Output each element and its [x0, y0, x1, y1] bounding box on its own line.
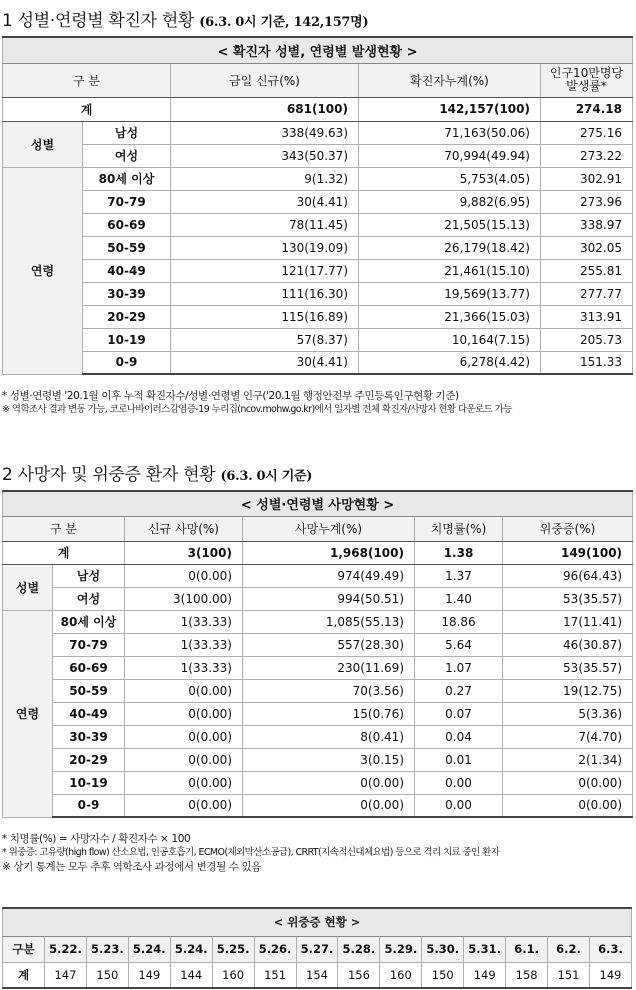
total-cumulative-deaths: 1,968(100): [243, 541, 415, 564]
date-header: 5.27.: [296, 936, 338, 962]
total-fatality: 1.38: [415, 541, 503, 564]
column-header: 사망누계(%): [243, 516, 415, 541]
fatality-cell: 0.00: [415, 794, 503, 817]
note-item: * 위중증: 고유량(high flow) 산소요법, 인공호흡기, ECMO(체외막산소공급), CRRT(지속적신대체요법) 등으로 격리 치료 중인 환자: [2, 847, 500, 858]
total-label: 계: [3, 541, 125, 564]
row-label: 20-29: [53, 748, 125, 771]
new-cases-cell: 30(4.41): [171, 190, 359, 213]
table-caption: < 확진자 성별, 연령별 발생현황 >: [3, 37, 633, 63]
severe-count-cell: 144: [170, 962, 212, 988]
table-row: [3, 328, 633, 351]
sex-group-label: 성별: [3, 121, 83, 167]
date-header: 5.30.: [422, 936, 464, 962]
total-new-deaths: 3(100): [125, 541, 243, 564]
table-row: [3, 656, 633, 679]
confirmed-cases-table: [2, 36, 633, 375]
age-group-label: 연령: [3, 167, 83, 374]
section1-subtitle: (6.3. 0시 기준, 142,157명): [199, 15, 369, 30]
new-deaths-cell: 0(0.00): [125, 564, 243, 587]
row-label: 30-39: [83, 282, 171, 305]
section2-notes: [2, 832, 632, 874]
table-row: [3, 564, 633, 587]
table-row: [3, 236, 633, 259]
severe-count-cell: 158: [506, 962, 548, 988]
section2-subtitle: (6.3. 0시 기준): [220, 469, 313, 484]
table-row: [3, 794, 633, 817]
table-row: [3, 144, 633, 167]
row-header: 구분: [3, 936, 45, 962]
column-header: 구 분: [3, 516, 125, 541]
column-header: 확진자누계(%): [359, 63, 541, 97]
severe-count-cell: 150: [86, 962, 128, 988]
row-label: 70-79: [83, 190, 171, 213]
date-header: 5.23.: [86, 936, 128, 962]
rate-cell: 273.22: [541, 144, 633, 167]
cumulative-deaths-cell: 0(0.00): [243, 794, 415, 817]
severe-trend-table: [2, 907, 632, 989]
severe-cell: 2(1.34): [503, 748, 633, 771]
table-row: [3, 610, 633, 633]
row-label: 0-9: [83, 351, 171, 374]
new-deaths-cell: 0(0.00): [125, 794, 243, 817]
severe-cell: 7(4.70): [503, 725, 633, 748]
fatality-cell: 0.07: [415, 702, 503, 725]
section1-title: [2, 6, 368, 31]
table-row: [3, 121, 633, 144]
fatality-cell: 0.01: [415, 748, 503, 771]
row-label: 60-69: [83, 213, 171, 236]
table-row: [3, 587, 633, 610]
severe-count-cell: 160: [212, 962, 254, 988]
cumulative-deaths-cell: 1,085(55.13): [243, 610, 415, 633]
new-cases-cell: 78(11.45): [171, 213, 359, 236]
row-label: 10-19: [83, 328, 171, 351]
date-header: 6.2.: [548, 936, 590, 962]
new-cases-cell: 338(49.63): [171, 121, 359, 144]
cumulative-deaths-cell: 15(0.76): [243, 702, 415, 725]
cumulative-deaths-cell: 0(0.00): [243, 771, 415, 794]
new-cases-cell: 111(16.30): [171, 282, 359, 305]
cumulative-cell: 21,505(15.13): [359, 213, 541, 236]
rate-cell: 205.73: [541, 328, 633, 351]
column-header: 위중증(%): [503, 516, 633, 541]
table-row: [3, 725, 633, 748]
new-deaths-cell: 0(0.00): [125, 725, 243, 748]
rate-cell: 275.16: [541, 121, 633, 144]
table-row: [3, 305, 633, 328]
new-cases-cell: 130(19.09): [171, 236, 359, 259]
total-new: 681(100): [171, 97, 359, 121]
new-deaths-cell: 1(33.33): [125, 633, 243, 656]
severe-cell: 0(0.00): [503, 794, 633, 817]
cumulative-deaths-cell: 994(50.51): [243, 587, 415, 610]
row-label: 20-29: [83, 305, 171, 328]
rate-cell: 313.91: [541, 305, 633, 328]
table-row: [3, 213, 633, 236]
cumulative-cell: 21,366(15.03): [359, 305, 541, 328]
table-row: [3, 633, 633, 656]
table-row: [3, 679, 633, 702]
rate-cell: 302.05: [541, 236, 633, 259]
new-deaths-cell: 3(100.00): [125, 587, 243, 610]
total-label: 계: [3, 962, 45, 988]
section1-title-text: 1 성별·연령별 확진자 현황: [2, 11, 195, 31]
new-cases-cell: 30(4.41): [171, 351, 359, 374]
new-deaths-cell: 0(0.00): [125, 702, 243, 725]
date-header: 5.28.: [338, 936, 380, 962]
table-row: [3, 702, 633, 725]
date-header: 5.26.: [254, 936, 296, 962]
new-cases-cell: 9(1.32): [171, 167, 359, 190]
severe-count-cell: 151: [254, 962, 296, 988]
total-severe: 149(100): [503, 541, 633, 564]
table-row: [3, 282, 633, 305]
row-label: 0-9: [53, 794, 125, 817]
fatality-cell: 0.04: [415, 725, 503, 748]
column-header: 인구10만명당 발생률*: [541, 63, 633, 97]
note-item: ※ 상기 통계는 모두 추후 역학조사 과정에서 변경될 수 있음: [2, 861, 261, 873]
rate-cell: 255.81: [541, 259, 633, 282]
cumulative-deaths-cell: 230(11.69): [243, 656, 415, 679]
new-deaths-cell: 0(0.00): [125, 748, 243, 771]
cumulative-deaths-cell: 557(28.30): [243, 633, 415, 656]
severe-cell: 0(0.00): [503, 771, 633, 794]
note-item: ※ 역학조사 결과 변동 가능, 코로나바이러스감염증-19 누리집(ncov.mohw.go.kr)에서 일자별 전체 확진자/사망자 현황 다운로드 가능: [2, 404, 512, 415]
cumulative-cell: 6,278(4.42): [359, 351, 541, 374]
row-label: 50-59: [53, 679, 125, 702]
severe-count-cell: 149: [589, 962, 631, 988]
row-label: 남성: [53, 564, 125, 587]
table-caption: < 위중증 현황 >: [3, 908, 632, 936]
new-cases-cell: 343(50.37): [171, 144, 359, 167]
total-cumulative: 142,157(100): [359, 97, 541, 121]
rate-cell: 302.91: [541, 167, 633, 190]
column-header: 금일 신규(%): [171, 63, 359, 97]
table-caption: < 성별·연령별 사망현황 >: [3, 491, 633, 516]
section2-title-text: 2 사망자 및 위중증 환자 현황: [2, 465, 216, 485]
table-row: [3, 190, 633, 213]
row-label: 70-79: [53, 633, 125, 656]
date-header: 6.3.: [589, 936, 631, 962]
row-label: 남성: [83, 121, 171, 144]
total-label: 계: [3, 97, 171, 121]
date-header: 5.31.: [464, 936, 506, 962]
date-header: 6.1.: [506, 936, 548, 962]
section1-notes: [2, 389, 632, 417]
cumulative-deaths-cell: 70(3.56): [243, 679, 415, 702]
severe-cell: 19(12.75): [503, 679, 633, 702]
severe-count-cell: 160: [380, 962, 422, 988]
row-label: 50-59: [83, 236, 171, 259]
cumulative-cell: 21,461(15.10): [359, 259, 541, 282]
cumulative-cell: 70,994(49.94): [359, 144, 541, 167]
cumulative-cell: 71,163(50.06): [359, 121, 541, 144]
rate-cell: 273.96: [541, 190, 633, 213]
severe-count-cell: 151: [548, 962, 590, 988]
table-row: [3, 771, 633, 794]
rate-cell: 151.33: [541, 351, 633, 374]
new-cases-cell: 121(17.77): [171, 259, 359, 282]
note-item: * 치명률(%) = 사망자수 / 확진자수 × 100: [2, 833, 191, 845]
severe-cell: 53(35.57): [503, 656, 633, 679]
fatality-cell: 5.64: [415, 633, 503, 656]
new-cases-cell: 57(8.37): [171, 328, 359, 351]
severe-cell: 46(30.87): [503, 633, 633, 656]
rate-cell: 338.97: [541, 213, 633, 236]
cumulative-cell: 9,882(6.95): [359, 190, 541, 213]
total-rate: 274.18: [541, 97, 633, 121]
row-label: 여성: [83, 144, 171, 167]
severe-count-cell: 150: [422, 962, 464, 988]
fatality-cell: 1.07: [415, 656, 503, 679]
fatality-cell: 0.00: [415, 771, 503, 794]
new-deaths-cell: 1(33.33): [125, 610, 243, 633]
date-header: 5.25.: [212, 936, 254, 962]
table-row: [3, 167, 633, 190]
fatality-cell: 1.40: [415, 587, 503, 610]
table-row: [3, 259, 633, 282]
sex-group-label: 성별: [3, 564, 53, 610]
severe-cell: 5(3.36): [503, 702, 633, 725]
row-label: 80세 이상: [53, 610, 125, 633]
new-deaths-cell: 0(0.00): [125, 771, 243, 794]
new-deaths-cell: 1(33.33): [125, 656, 243, 679]
severe-count-cell: 147: [45, 962, 87, 988]
new-deaths-cell: 0(0.00): [125, 679, 243, 702]
date-header: 5.29.: [380, 936, 422, 962]
date-header: 5.22.: [45, 936, 87, 962]
row-label: 여성: [53, 587, 125, 610]
column-header: 치명률(%): [415, 516, 503, 541]
severe-cell: 53(35.57): [503, 587, 633, 610]
age-group-label: 연령: [3, 610, 53, 817]
new-cases-cell: 115(16.89): [171, 305, 359, 328]
severe-count-cell: 156: [338, 962, 380, 988]
row-label: 80세 이상: [83, 167, 171, 190]
cumulative-deaths-cell: 3(0.15): [243, 748, 415, 771]
severe-cell: 17(11.41): [503, 610, 633, 633]
cumulative-cell: 19,569(13.77): [359, 282, 541, 305]
table-row: [3, 748, 633, 771]
column-header: 구 분: [3, 63, 171, 97]
cumulative-cell: 26,179(18.42): [359, 236, 541, 259]
column-header: 신규 사망(%): [125, 516, 243, 541]
severe-cell: 96(64.43): [503, 564, 633, 587]
date-header: 5.24.: [128, 936, 170, 962]
rate-cell: 277.77: [541, 282, 633, 305]
cumulative-cell: 5,753(4.05): [359, 167, 541, 190]
cumulative-deaths-cell: 974(49.49): [243, 564, 415, 587]
row-label: 40-49: [53, 702, 125, 725]
cumulative-cell: 10,164(7.15): [359, 328, 541, 351]
fatality-cell: 1.37: [415, 564, 503, 587]
section2-title: [2, 460, 312, 485]
severe-count-cell: 149: [128, 962, 170, 988]
severe-count-cell: 154: [296, 962, 338, 988]
deaths-table: [2, 490, 633, 818]
fatality-cell: 0.27: [415, 679, 503, 702]
row-label: 60-69: [53, 656, 125, 679]
row-label: 10-19: [53, 771, 125, 794]
row-label: 40-49: [83, 259, 171, 282]
note-item: * 성별·연령별 '20.1월 이후 누적 확진자수/성별·연령별 인구('20.1월 행정안전부 주민등록인구현황 기준): [2, 390, 459, 402]
severe-count-cell: 149: [464, 962, 506, 988]
date-header: 5.24.: [170, 936, 212, 962]
table-row: [3, 351, 633, 374]
cumulative-deaths-cell: 8(0.41): [243, 725, 415, 748]
fatality-cell: 18.86: [415, 610, 503, 633]
row-label: 30-39: [53, 725, 125, 748]
